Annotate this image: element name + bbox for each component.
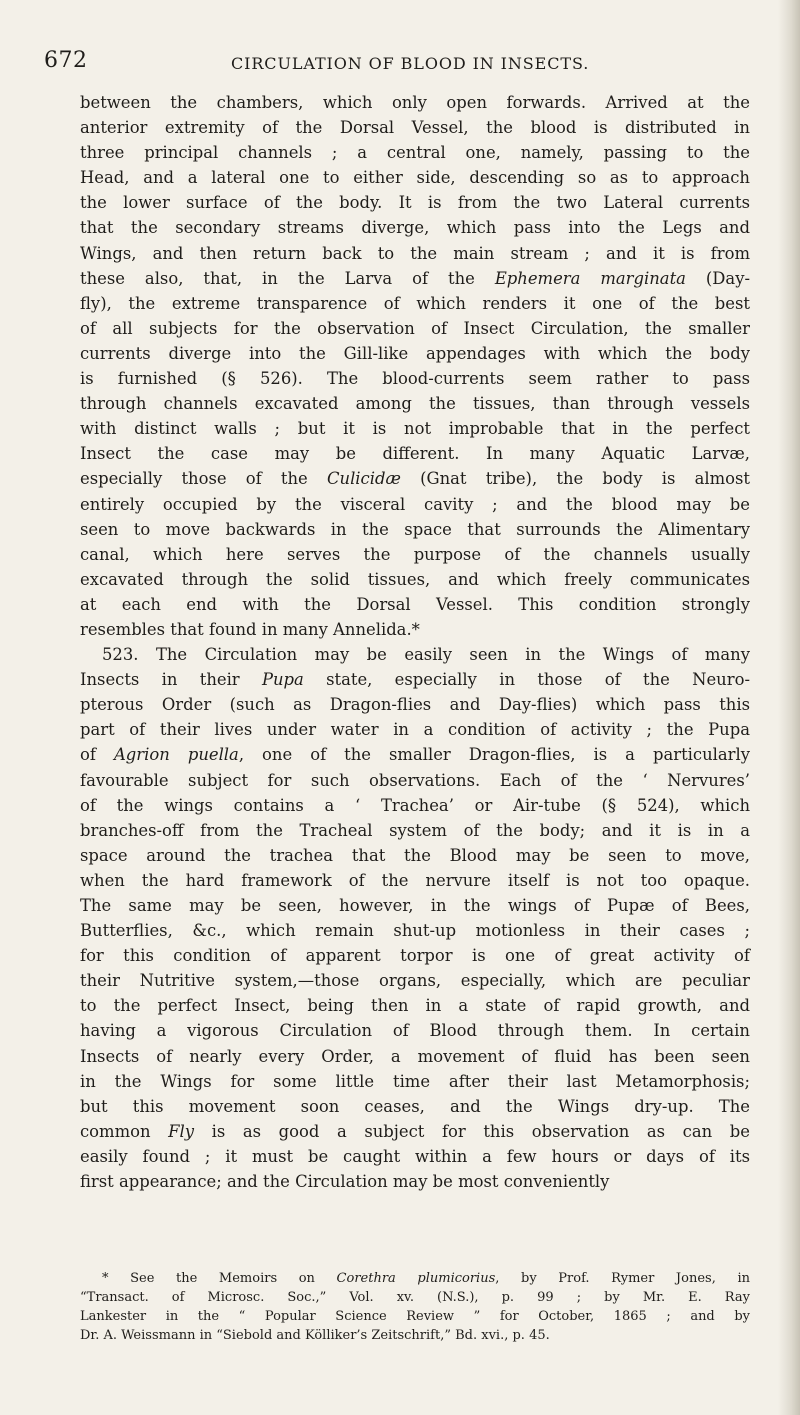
footnote-line: Dr. A. Weissmann in “Siebold and Kölliker’s Zeitschrift,” Bd. xvi., p. 45.	[80, 1328, 550, 1343]
body-line: but this movement soon ceases, and the Wings dry-up. The	[80, 1096, 750, 1116]
running-title: CIRCULATION OF BLOOD IN INSECTS.	[231, 54, 590, 73]
body-line: these also, that, in the Larva of the Ephemera marginata (Day-	[80, 268, 751, 288]
body-line: when the hard framework of the nervure itself is not too opaque.	[80, 870, 750, 890]
body-line: of all subjects for the observation of Insect Circulation, the smaller	[80, 318, 750, 338]
body-text	[80, 90, 750, 1194]
footnote-line: “Transact. of Microsc. Soc.,” Vol. xv. (N.S.), p. 99 ; by Mr. E. Ray	[80, 1290, 750, 1305]
body-line: Butterflies, &c., which remain shut-up motionless in their cases ;	[80, 921, 750, 941]
body-line: The same may be seen, however, in the wings of Pupæ of Bees,	[80, 896, 750, 915]
body-line: three principal channels ; a central one, namely, passing to the	[80, 143, 750, 163]
body-line: Wings, and then return back to the main stream ; and it is from	[80, 243, 750, 263]
body-line: of Agrion puella, one of the smaller Dragon-flies, is a particularly	[80, 745, 750, 765]
body-line: their Nutritive system,—those organs, especially, which are peculiar	[80, 971, 750, 991]
body-line: with distinct walls ; but it is not improbable that in the perfect	[80, 419, 750, 439]
body-line: Insects in their Pupa state, especially in those of the Neuro-	[80, 670, 750, 690]
body-line: seen to move backwards in the space that surrounds the Alimentary	[80, 519, 750, 539]
body-line: favourable subject for such observations. Each of the ‘ Nervures’	[80, 770, 750, 790]
body-line: between the chambers, which only open forwards. Arrived at the	[80, 93, 750, 112]
body-line: common Fly is as good a subject for this observation as can be	[80, 1121, 750, 1141]
body-line: anterior extremity of the Dorsal Vessel, the blood is distributed in	[80, 118, 750, 138]
body-line: fly), the extreme transparence of which renders it one of the best	[80, 293, 750, 313]
body-line: canal, which here serves the purpose of the channels usually	[80, 544, 750, 564]
body-line: entirely occupied by the visceral cavity ; and the blood may be	[80, 494, 750, 514]
body-line: resembles that found in many Annelida.*	[80, 619, 420, 639]
body-line: easily found ; it must be caught within a few hours or days of its	[80, 1146, 750, 1166]
body-line: is furnished (§ 526). The blood-currents seem rather to pass	[80, 369, 750, 389]
body-line: 523. The Circulation may be easily seen in the Wings of many	[102, 645, 750, 665]
body-line: to the perfect Insect, being then in a state of rapid growth, and	[80, 996, 750, 1016]
body-line: in the Wings for some little time after their last Metamorphosis;	[80, 1071, 750, 1091]
footnote-line: Lankester in the “ Popular Science Review ” for October, 1865 ; and by	[80, 1309, 750, 1324]
body-line: especially those of the Culicidæ (Gnat tribe), the body is almost	[80, 469, 751, 489]
body-line: space around the trachea that the Blood may be seen to move,	[80, 845, 750, 865]
page-header	[44, 44, 749, 78]
body-line: pterous Order (such as Dragon-flies and Day-flies) which pass this	[80, 695, 750, 715]
body-line: excavated through the solid tissues, and which freely communicates	[80, 569, 750, 589]
body-line: at each end with the Dorsal Vessel. This condition strongly	[80, 594, 750, 614]
body-line: Insect the case may be different. In many Aquatic Larvæ,	[80, 444, 750, 464]
body-line: first appearance; and the Circulation may be most conveniently	[80, 1172, 610, 1192]
body-line: of the wings contains a ‘ Trachea’ or Air-tube (§ 524), which	[80, 795, 750, 815]
body-line: part of their lives under water in a condition of activity ; the Pupa	[80, 720, 750, 740]
page-edge-shadow	[778, 0, 800, 1415]
body-line: for this condition of apparent torpor is one of great activity of	[80, 946, 750, 966]
body-line: Insects of nearly every Order, a movement of fluid has been seen	[80, 1046, 750, 1066]
page-number: 672	[44, 48, 88, 73]
body-line: branches-off from the Tracheal system of the body; and it is in a	[80, 820, 750, 840]
body-line: that the secondary streams diverge, which pass into the Legs and	[80, 218, 750, 238]
body-line: through channels excavated among the tissues, than through vessels	[80, 394, 750, 414]
footnotes	[80, 1269, 750, 1345]
body-line: having a vigorous Circulation of Blood through them. In certain	[80, 1021, 750, 1041]
body-line: the lower surface of the body. It is from the two Lateral currents	[80, 193, 750, 213]
footnote-line: * See the Memoirs on Corethra plumicorius, by Prof. Rymer Jones, in	[102, 1271, 750, 1286]
body-line: Head, and a lateral one to either side, descending so as to approach	[80, 168, 750, 188]
body-line: currents diverge into the Gill-like appendages with which the body	[80, 343, 750, 363]
